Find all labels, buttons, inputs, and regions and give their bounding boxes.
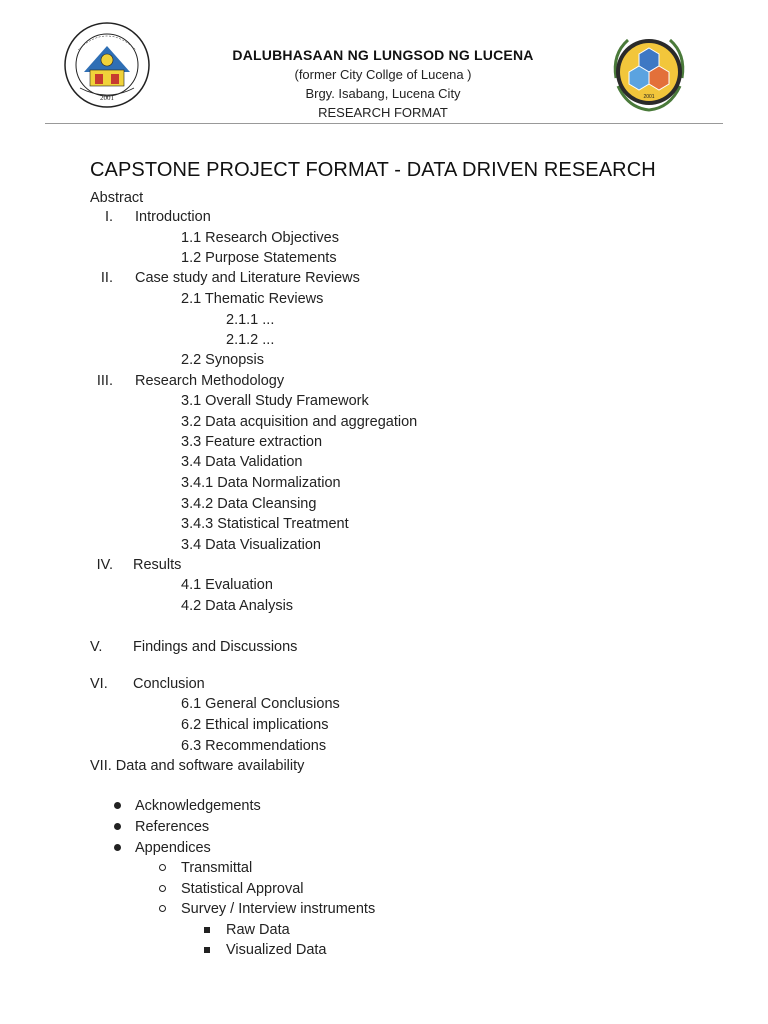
subsection: 6.2 Ethical implications: [181, 717, 329, 733]
subsection: 3.4 Data Visualization: [181, 537, 321, 553]
section-number: I.: [104, 209, 113, 225]
department-seal-logo: [606, 30, 692, 116]
section-number: V.: [90, 639, 103, 655]
outline-abstract: Abstract: [90, 190, 144, 206]
sub-subsection: 2.1.1 ...: [226, 312, 275, 328]
subsection: 3.3 Feature extraction: [181, 434, 323, 450]
letterhead: [0, 0, 768, 126]
bullet-dot-icon: [114, 844, 121, 851]
document-title: CAPSTONE PROJECT FORMAT - DATA DRIVEN RESEARCH: [90, 159, 656, 181]
list-item: Raw Data: [226, 922, 290, 938]
svg-text:2001: 2001: [643, 94, 655, 100]
subsection: 1.1 Research Objectives: [181, 230, 339, 246]
subsection: 4.2 Data Analysis: [181, 598, 294, 614]
subsection: 3.1 Overall Study Framework: [181, 393, 369, 409]
bullet-circle-icon: [159, 885, 166, 892]
bullet-dot-icon: [114, 802, 121, 809]
section-heading: Research Methodology: [135, 373, 285, 389]
letterhead-text: [170, 46, 596, 122]
subsection: 3.4.1 Data Normalization: [181, 475, 341, 491]
subsection: 2.2 Synopsis: [181, 352, 265, 368]
former-name: (former City Collge of Lucena ): [294, 67, 472, 82]
bullet-circle-icon: [159, 905, 166, 912]
section-heading: Findings and Discussions: [133, 639, 298, 655]
list-item: Visualized Data: [226, 942, 327, 958]
subsection: 3.2 Data acquisition and aggregation: [181, 414, 418, 430]
section-heading: Conclusion: [133, 676, 205, 692]
section-heading: VII. Data and software availability: [90, 758, 305, 774]
college-seal-logo: [64, 22, 150, 108]
section-heading: Results: [133, 557, 182, 573]
section-number: VI.: [90, 676, 108, 692]
section-number: III.: [96, 373, 113, 389]
list-item: References: [135, 819, 210, 835]
list-item: Survey / Interview instruments: [181, 901, 376, 917]
subsection: 6.1 General Conclusions: [181, 696, 340, 712]
subsection: 6.3 Recommendations: [181, 738, 327, 754]
section-heading: Introduction: [135, 209, 211, 225]
list-item: Appendices: [135, 840, 211, 856]
subsection: 3.4 Data Validation: [181, 454, 303, 470]
sub-subsection: 2.1.2 ...: [226, 332, 275, 348]
section-number: II.: [100, 270, 113, 286]
subsection: 3.4.3 Statistical Treatment: [181, 516, 349, 532]
section-number: IV.: [96, 557, 113, 573]
bullet-square-icon: [204, 947, 210, 953]
bullet-square-icon: [204, 927, 210, 933]
list-item: Statistical Approval: [181, 881, 304, 897]
header-divider: [45, 123, 723, 124]
subsection: 2.1 Thematic Reviews: [181, 291, 324, 307]
school-name: DALUBHASAAN NG LUNGSOD NG LUCENA: [232, 47, 534, 63]
svg-text:2001: 2001: [100, 94, 114, 102]
section-heading: Case study and Literature Reviews: [135, 270, 360, 286]
bullet-circle-icon: [159, 864, 166, 871]
school-address: Brgy. Isabang, Lucena City: [305, 86, 461, 101]
subsection: 3.4.2 Data Cleansing: [181, 496, 317, 512]
subsection: 4.1 Evaluation: [181, 577, 273, 593]
document-type: RESEARCH FORMAT: [318, 105, 448, 120]
list-item: Acknowledgements: [135, 798, 261, 814]
bullet-dot-icon: [114, 823, 121, 830]
list-item: Transmittal: [181, 860, 253, 876]
subsection: 1.2 Purpose Statements: [181, 250, 337, 266]
